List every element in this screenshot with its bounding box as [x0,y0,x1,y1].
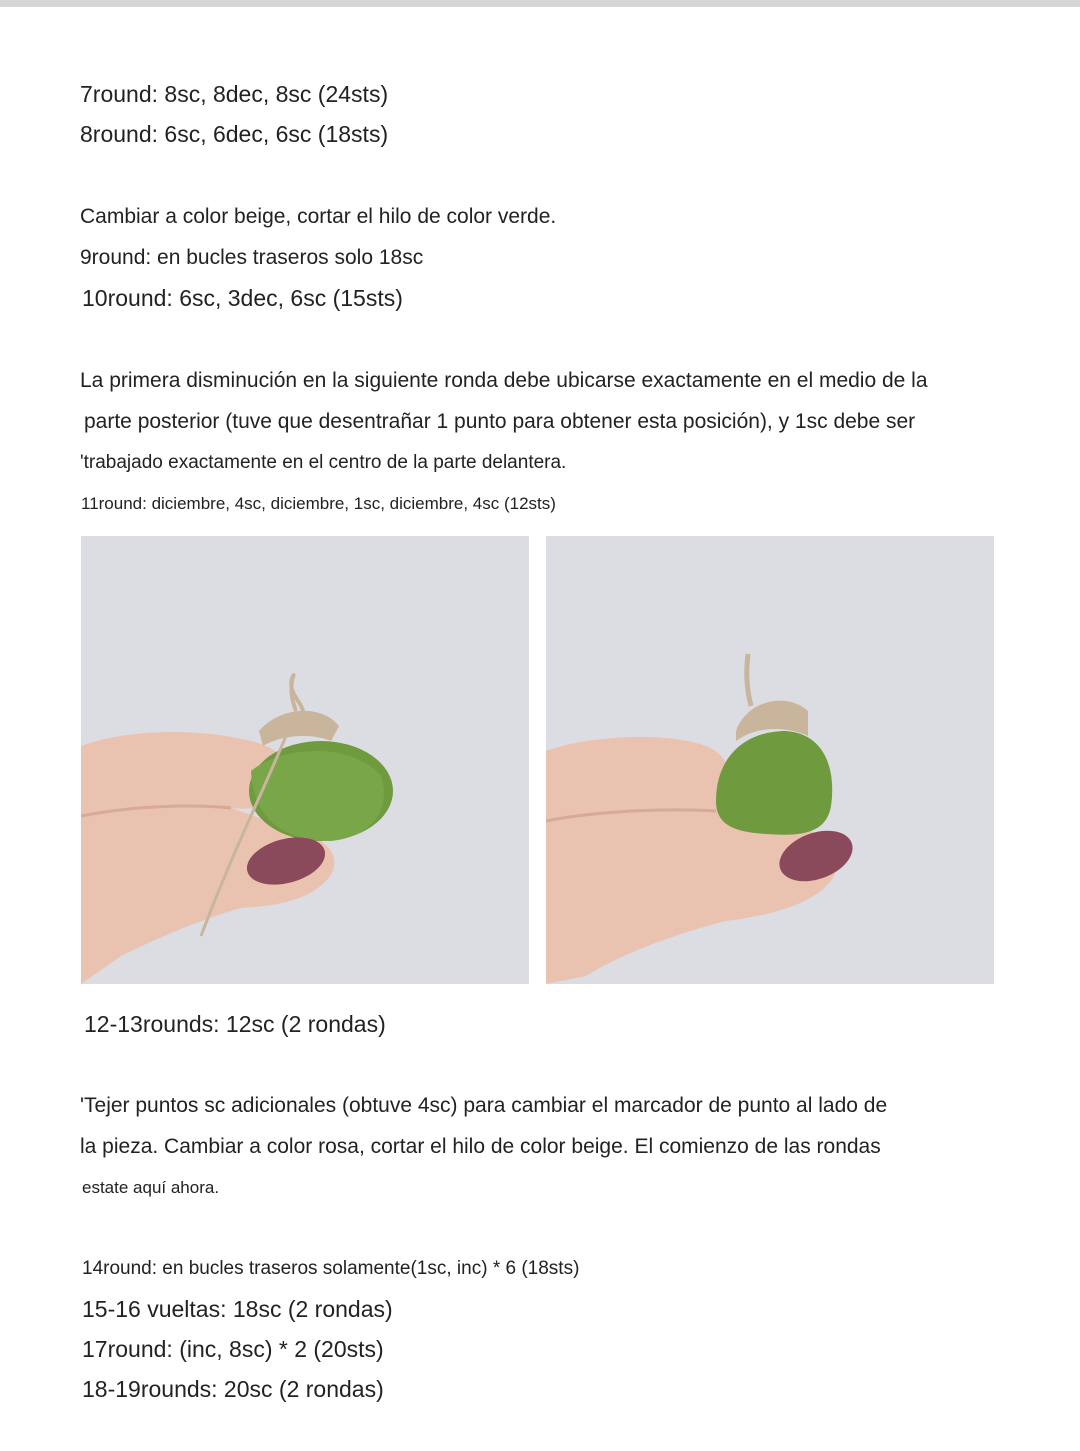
paragraph-1-line-1: La primera disminución en la siguiente ronda debe ubicarse exactamente en el medio de la [80,369,928,392]
rounds-15-16-line: 15-16 vueltas: 18sc (2 rondas) [82,1296,393,1322]
paragraph-2-line-2: la pieza. Cambiar a color rosa, cortar el hilo de color beige. El comienzo de las rondas [80,1135,881,1158]
rounds-18-19-line: 18-19rounds: 20sc (2 rondas) [82,1376,384,1402]
round-11-line: 11round: diciembre, 4sc, diciembre, 1sc, diciembre, 4sc (12sts) [81,494,556,513]
round-17-line: 17round: (inc, 8sc) * 2 (20sts) [82,1336,384,1362]
round-14-line: 14round: en bucles traseros solamente(1sc, inc) * 6 (18sts) [82,1258,580,1279]
round-10-line: 10round: 6sc, 3dec, 6sc (15sts) [82,285,403,311]
rounds-12-13-line: 12-13rounds: 12sc (2 rondas) [84,1011,386,1037]
paragraph-2-line-3: estate aquí ahora. [82,1178,220,1197]
paragraph-2-line-1: 'Tejer puntos sc adicionales (obtuve 4sc) para cambiar el marcador de punto al lado de [80,1094,888,1117]
paragraph-1-line-3: 'trabajado exactamente en el centro de la parte delantera. [80,452,567,473]
crochet-photo-left [81,536,529,984]
change-color-beige-line: Cambiar a color beige, cortar el hilo de color verde. [80,205,557,228]
round-7-line: 7round: 8sc, 8dec, 8sc (24sts) [80,81,389,107]
round-8-line: 8round: 6sc, 6dec, 6sc (18sts) [80,121,389,147]
crochet-photo-right [546,536,994,984]
round-9-line: 9round: en bucles traseros solo 18sc [80,246,424,269]
paragraph-1-line-2: parte posterior (tuve que desentrañar 1 punto para obtener esta posición), y 1sc debe ser [84,410,916,433]
top-divider [0,0,1080,7]
